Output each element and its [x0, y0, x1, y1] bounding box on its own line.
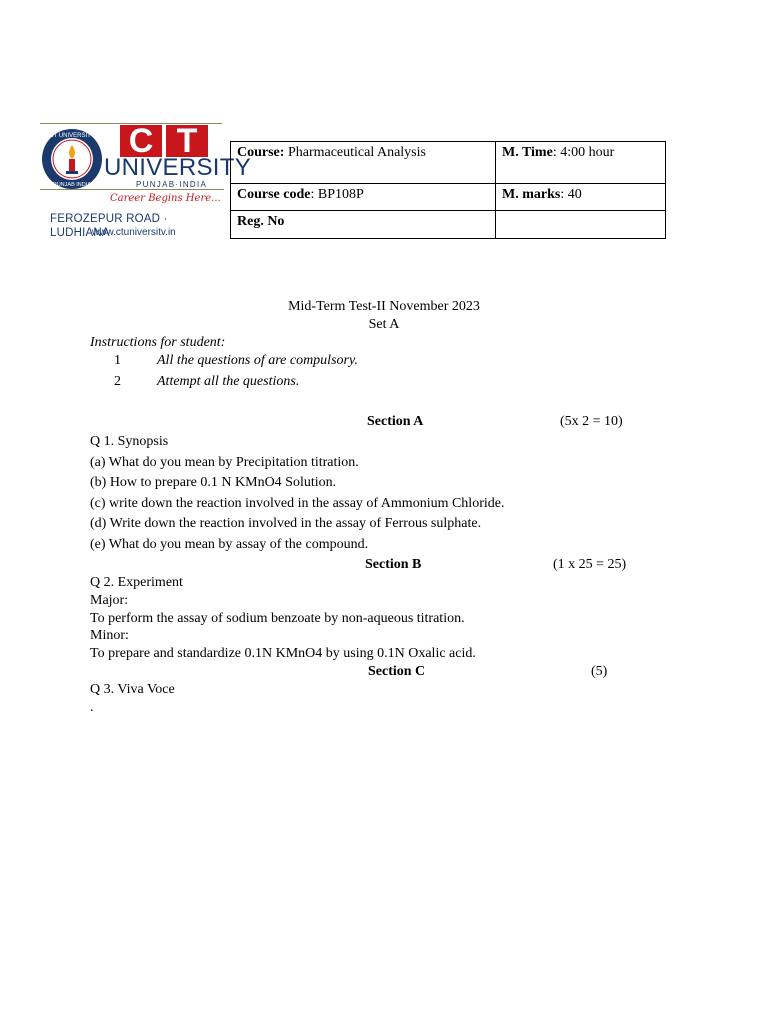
- instruction-2-number: 2: [114, 374, 121, 389]
- trailing-dot: .: [90, 700, 94, 715]
- section-a-title: Section A: [367, 414, 424, 429]
- course-code-value: : BP108P: [310, 187, 364, 202]
- university-seal-icon: [40, 127, 104, 191]
- brand-letter-t: T: [166, 125, 208, 157]
- question-1a: (a) What do you mean by Precipitation titration.: [90, 455, 359, 470]
- minor-label: Minor:: [90, 628, 129, 643]
- instruction-1-number: 1: [114, 353, 121, 368]
- question-2: Q 2. Experiment: [90, 575, 183, 590]
- table-row: [231, 184, 666, 211]
- reg-no-value-cell: [496, 211, 666, 239]
- logo-location: PUNJAB·INDIA: [136, 180, 208, 189]
- section-c-marks: (5): [591, 664, 608, 679]
- section-c-title: Section C: [368, 664, 426, 679]
- question-1d: (d) Write down the reaction involved in the assay of Ferrous sulphate.: [90, 516, 482, 531]
- instruction-2-text-content: Attempt all the questions.: [157, 374, 300, 389]
- university-logo: [40, 122, 252, 245]
- section-b-marks: (1 x 25 = 25): [553, 557, 627, 572]
- logo-university-name: UNIVERSITY: [104, 154, 252, 181]
- major-label: Major:: [90, 593, 129, 608]
- instruction-2-text: [157, 373, 299, 390]
- course-cell: [231, 142, 496, 184]
- question-1e: (e) What do you mean by assay of the compound.: [90, 537, 369, 552]
- course-code-cell: [231, 184, 496, 211]
- instruction-1-text-content: All the questions of are compulsory.: [157, 353, 358, 368]
- brand-mark: [116, 122, 226, 160]
- logo-mid-rule: [40, 189, 224, 190]
- logo-address: FEROZEPUR ROAD · LUDHIANA: [50, 213, 168, 239]
- marks-value: : 40: [560, 187, 582, 202]
- course-code-label: Course code: [237, 187, 311, 202]
- question-1c: (c) write down the reaction involved in the assay of Ammonium Chloride.: [90, 496, 505, 511]
- instructions-heading-text: Instructions for student:: [90, 335, 226, 350]
- course-info-table: [230, 141, 666, 239]
- course-value: Pharmaceutical Analysis: [284, 145, 426, 160]
- course-label: Course:: [237, 145, 285, 160]
- section-b-title: Section B: [365, 557, 422, 572]
- instructions-heading: [90, 334, 225, 351]
- time-label: M. Time: [502, 145, 553, 160]
- question-1b: (b) How to prepare 0.1 N KMnO4 Solution.: [90, 475, 337, 490]
- time-cell: [496, 142, 666, 184]
- brand-letter-c: C: [120, 125, 162, 157]
- section-a-marks: (5x 2 = 10): [560, 414, 623, 429]
- reg-no-label: Reg. No: [237, 214, 285, 229]
- time-value: : 4:00 hour: [552, 145, 615, 160]
- logo-tagline: Career Begins Here...: [110, 193, 221, 204]
- marks-label: M. marks: [502, 187, 561, 202]
- test-title: Mid-Term Test-II November 2023: [288, 299, 480, 314]
- marks-cell: [496, 184, 666, 211]
- minor-experiment: To prepare and standardize 0.1N KMnO4 by using 0.1N Oxalic acid.: [90, 646, 476, 661]
- test-set: Set A: [368, 317, 400, 332]
- table-row: [231, 211, 666, 239]
- question-1: Q 1. Synopsis: [90, 434, 169, 449]
- svg-text:CT UNIVERSITY: CT UNIVERSITY: [49, 133, 95, 139]
- logo-website: www.ctuniversitv.in: [92, 227, 176, 238]
- major-experiment: To perform the assay of sodium benzoate by non-aqueous titration.: [90, 611, 465, 626]
- reg-no-cell: [231, 211, 496, 239]
- instruction-1-text: [157, 352, 358, 369]
- table-row: [231, 142, 666, 184]
- question-3: Q 3. Viva Voce: [90, 682, 175, 697]
- svg-text:PUNJAB INDIA: PUNJAB INDIA: [53, 182, 91, 188]
